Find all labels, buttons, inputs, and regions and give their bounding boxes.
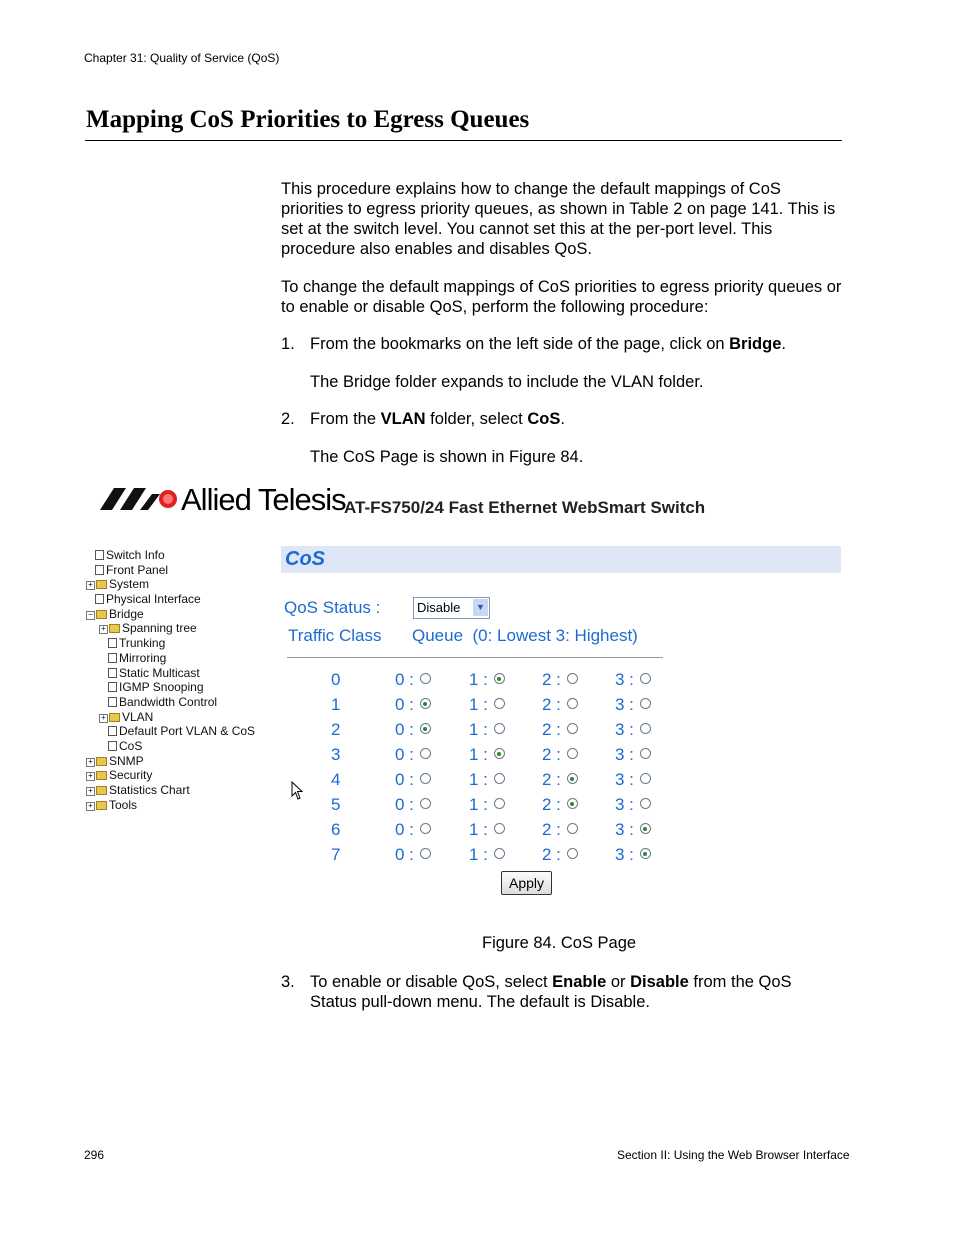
expand-icon[interactable]: +	[86, 772, 95, 781]
queue-option	[542, 845, 578, 865]
traffic-class-value: 1	[331, 695, 341, 714]
queue-radio[interactable]	[640, 748, 651, 759]
tree-item-label: Mirroring	[119, 650, 167, 665]
queue-option-label: 0 :	[395, 745, 414, 764]
queue-radio[interactable]	[640, 698, 651, 709]
step-number: 3.	[281, 973, 295, 991]
tree-item-label: SNMP	[109, 753, 144, 768]
tree-item[interactable]	[86, 592, 264, 607]
page-icon	[108, 653, 117, 663]
queue-option-label: 1 :	[469, 845, 488, 864]
queue-radio[interactable]	[420, 798, 431, 809]
cos-title: CoS	[285, 548, 325, 570]
queue-radio[interactable]	[420, 673, 431, 684]
queue-radio[interactable]	[420, 723, 431, 734]
queue-option-label: 0 :	[395, 795, 414, 814]
tree-item-label: Switch Info	[106, 548, 165, 562]
table-row	[82, 820, 682, 844]
queue-radio[interactable]	[640, 823, 651, 834]
tree-item-label: System	[109, 577, 150, 592]
queue-radio[interactable]	[567, 773, 578, 784]
tree-item-label: Spanning tree	[122, 621, 197, 636]
queue-option-label: 1 :	[469, 670, 488, 689]
queue-option	[615, 720, 651, 740]
step-number: 2.	[281, 410, 295, 428]
queue-option	[615, 795, 651, 815]
queue-option-label: 2 :	[542, 670, 561, 689]
queue-radio[interactable]	[494, 748, 505, 759]
queue-radio[interactable]	[494, 723, 505, 734]
queue-option-label: 2 :	[542, 845, 561, 864]
tree-item[interactable]	[86, 577, 264, 592]
queue-option-label: 3 :	[615, 820, 634, 839]
queue-option	[615, 845, 651, 865]
expand-icon[interactable]: +	[86, 758, 95, 767]
queue-radio[interactable]	[494, 848, 505, 859]
queue-option-label: 3 :	[615, 845, 634, 864]
expand-icon[interactable]: +	[99, 625, 108, 634]
page-icon	[95, 594, 104, 604]
apply-button[interactable]: Apply	[501, 871, 552, 895]
queue-radio[interactable]	[420, 698, 431, 709]
title-rule	[85, 140, 842, 141]
table-row	[82, 745, 682, 769]
expand-icon[interactable]: +	[86, 581, 95, 590]
traffic-class-value: 4	[331, 770, 341, 789]
figure-caption: Figure 84. CoS Page	[482, 934, 637, 952]
queue-option	[395, 745, 431, 765]
traffic-class-value: 3	[331, 745, 341, 764]
traffic-class-value: 2	[331, 720, 341, 739]
queue-option-label: 1 :	[469, 695, 488, 714]
tree-item-label: CoS	[119, 738, 143, 753]
queue-radio[interactable]	[567, 748, 578, 759]
step-2-result: The CoS Page is shown in Figure 84.	[310, 448, 584, 466]
tree-item[interactable]	[86, 636, 264, 651]
queue-option	[469, 845, 505, 865]
queue-option	[615, 820, 651, 840]
tree-item[interactable]	[86, 563, 264, 578]
chapter-header: Chapter 31: Quality of Service (QoS)	[84, 51, 280, 65]
step-text: From the VLAN folder, select CoS.	[310, 410, 565, 428]
step-1-result: The Bridge folder expands to include the VLAN folder.	[310, 373, 704, 391]
queue-option	[469, 820, 505, 840]
queue-radio[interactable]	[494, 673, 505, 684]
tree-item-label: Tools	[109, 797, 138, 812]
collapse-icon[interactable]: −	[86, 611, 95, 620]
queue-option-label: 3 :	[615, 720, 634, 739]
queue-radio[interactable]	[420, 773, 431, 784]
tree-item-label: IGMP Snooping	[119, 680, 204, 695]
queue-radio[interactable]	[494, 798, 505, 809]
queue-radio[interactable]	[640, 773, 651, 784]
traffic-class-value: 7	[331, 845, 341, 864]
queue-option-label: 0 :	[395, 720, 414, 739]
queue-option-label: 1 :	[469, 795, 488, 814]
intro-paragraph-2: To change the default mappings of CoS priorities to egress priority queues or to enable or disable QoS, perform the following procedure:	[281, 278, 842, 316]
queue-option	[542, 795, 578, 815]
queue-option-label: 2 :	[542, 795, 561, 814]
queue-option-label: 2 :	[542, 720, 561, 739]
queue-radio[interactable]	[567, 823, 578, 834]
queue-option-label: 2 :	[542, 745, 561, 764]
queue-option-label: 0 :	[395, 770, 414, 789]
queue-radio[interactable]	[567, 723, 578, 734]
queue-option	[395, 695, 431, 715]
queue-radio[interactable]	[494, 698, 505, 709]
queue-option-label: 0 :	[395, 845, 414, 864]
tree-item-label: Bridge	[109, 606, 144, 621]
traffic-class-header: Traffic Class	[288, 626, 382, 645]
tree-item-label: Physical Interface	[106, 592, 201, 607]
queue-option-label: 2 :	[542, 770, 561, 789]
tree-item-label: Security	[109, 768, 153, 783]
tree-item-label: VLAN	[122, 709, 154, 724]
queue-radio[interactable]	[567, 848, 578, 859]
step-2	[281, 409, 843, 429]
queue-option	[395, 845, 431, 865]
queue-option	[395, 770, 431, 790]
header-divider	[287, 657, 663, 658]
qos-status-select[interactable]	[413, 597, 490, 619]
page-icon	[108, 638, 117, 648]
queue-option-label: 0 :	[395, 670, 414, 689]
queue-option	[469, 720, 505, 740]
queue-radio[interactable]	[494, 823, 505, 834]
qos-status-value: Disable	[417, 600, 461, 615]
traffic-class-value: 5	[331, 795, 341, 814]
queue-option-label: 1 :	[469, 770, 488, 789]
queue-option	[395, 720, 431, 740]
cos-title-bar	[281, 546, 841, 573]
tree-item-label: Front Panel	[106, 562, 169, 577]
queue-header: Queue (0: Lowest 3: Highest)	[412, 626, 638, 645]
queue-option-label: 2 :	[542, 820, 561, 839]
table-row	[82, 770, 682, 794]
qos-status-label: QoS Status :	[284, 598, 381, 617]
tree-item[interactable]	[86, 651, 264, 666]
queue-option	[395, 670, 431, 690]
product-name: AT-FS750/24 Fast Ethernet WebSmart Switch	[344, 498, 706, 517]
queue-option-label: 3 :	[615, 795, 634, 814]
queue-option-label: 0 :	[395, 820, 414, 839]
folder-icon	[96, 580, 107, 589]
tree-item-label: Trunking	[119, 636, 166, 651]
expand-icon[interactable]: +	[99, 714, 108, 723]
table-row	[82, 795, 682, 819]
tree-item-label: Static Multicast	[119, 665, 200, 680]
table-row	[82, 670, 682, 694]
queue-option	[542, 720, 578, 740]
expand-icon[interactable]: +	[86, 787, 95, 796]
page-number: 296	[84, 1148, 105, 1162]
queue-option	[395, 795, 431, 815]
queue-option	[615, 670, 651, 690]
queue-radio[interactable]	[640, 798, 651, 809]
queue-radio[interactable]	[420, 748, 431, 759]
queue-radio[interactable]	[640, 723, 651, 734]
table-row	[82, 695, 682, 719]
chevron-down-icon[interactable]: ▼	[473, 599, 488, 616]
queue-option	[615, 745, 651, 765]
allied-telesis-logo-icon	[100, 488, 178, 510]
step-number: 1.	[281, 335, 295, 353]
traffic-class-value: 6	[331, 820, 341, 839]
cos-page-screenshot	[82, 480, 844, 910]
page-icon	[95, 550, 104, 560]
queue-option	[469, 795, 505, 815]
queue-option-label: 1 :	[469, 820, 488, 839]
tree-item-label: Bandwidth Control	[119, 694, 218, 709]
queue-radio[interactable]	[420, 848, 431, 859]
table-row	[82, 720, 682, 744]
folder-icon	[96, 610, 107, 619]
tree-item[interactable]	[86, 621, 264, 636]
queue-option	[542, 670, 578, 690]
queue-radio[interactable]	[420, 823, 431, 834]
queue-option	[469, 770, 505, 790]
queue-option	[542, 745, 578, 765]
table-row	[82, 845, 682, 869]
queue-option	[469, 745, 505, 765]
tree-item-label: Statistics Chart	[109, 783, 190, 797]
queue-option-label: 1 :	[469, 720, 488, 739]
mouse-pointer-icon	[291, 781, 303, 801]
queue-radio[interactable]	[567, 673, 578, 684]
queue-option-label: 3 :	[615, 770, 634, 789]
queue-option	[469, 695, 505, 715]
tree-item[interactable]	[86, 607, 264, 622]
queue-radio[interactable]	[640, 848, 651, 859]
intro-paragraph-1: This procedure explains how to change the default mappings of CoS priorities to egress priority queues, as shown in Table 2 on page 141. This is set at the switch level. You cannot set this at the per-port level. This procedure also enables and disables QoS.	[281, 180, 836, 258]
queue-radio[interactable]	[640, 673, 651, 684]
queue-option-label: 3 :	[615, 695, 634, 714]
expand-icon[interactable]: +	[86, 802, 95, 811]
section-footer: Section II: Using the Web Browser Interface	[617, 1148, 850, 1162]
queue-option	[469, 670, 505, 690]
queue-option-label: 1 :	[469, 745, 488, 764]
brand-name: Allied Telesis	[181, 482, 346, 517]
step-text: To enable or disable QoS, select Enable or Disable from the QoS Status pull-down menu. The default is Disable.	[310, 973, 792, 1011]
tree-item-label: Default Port VLAN & CoS	[119, 724, 256, 739]
queue-option	[542, 820, 578, 840]
queue-option-label: 3 :	[615, 670, 634, 689]
page-icon	[95, 565, 104, 575]
queue-option	[615, 770, 651, 790]
step-text: From the bookmarks on the left side of the page, click on Bridge.	[310, 335, 786, 353]
traffic-class-value: 0	[331, 670, 341, 689]
section-title: Mapping CoS Priorities to Egress Queues	[86, 106, 530, 133]
queue-option-label: 3 :	[615, 745, 634, 764]
folder-icon	[109, 624, 120, 633]
tree-item[interactable]	[86, 548, 264, 563]
queue-option	[395, 820, 431, 840]
queue-radio[interactable]	[567, 698, 578, 709]
queue-option-label: 2 :	[542, 695, 561, 714]
queue-option	[615, 695, 651, 715]
queue-radio[interactable]	[494, 773, 505, 784]
queue-option-label: 0 :	[395, 695, 414, 714]
queue-option	[542, 695, 578, 715]
queue-radio[interactable]	[567, 798, 578, 809]
queue-option	[542, 770, 578, 790]
step-3	[281, 972, 843, 1012]
step-1	[281, 334, 843, 354]
